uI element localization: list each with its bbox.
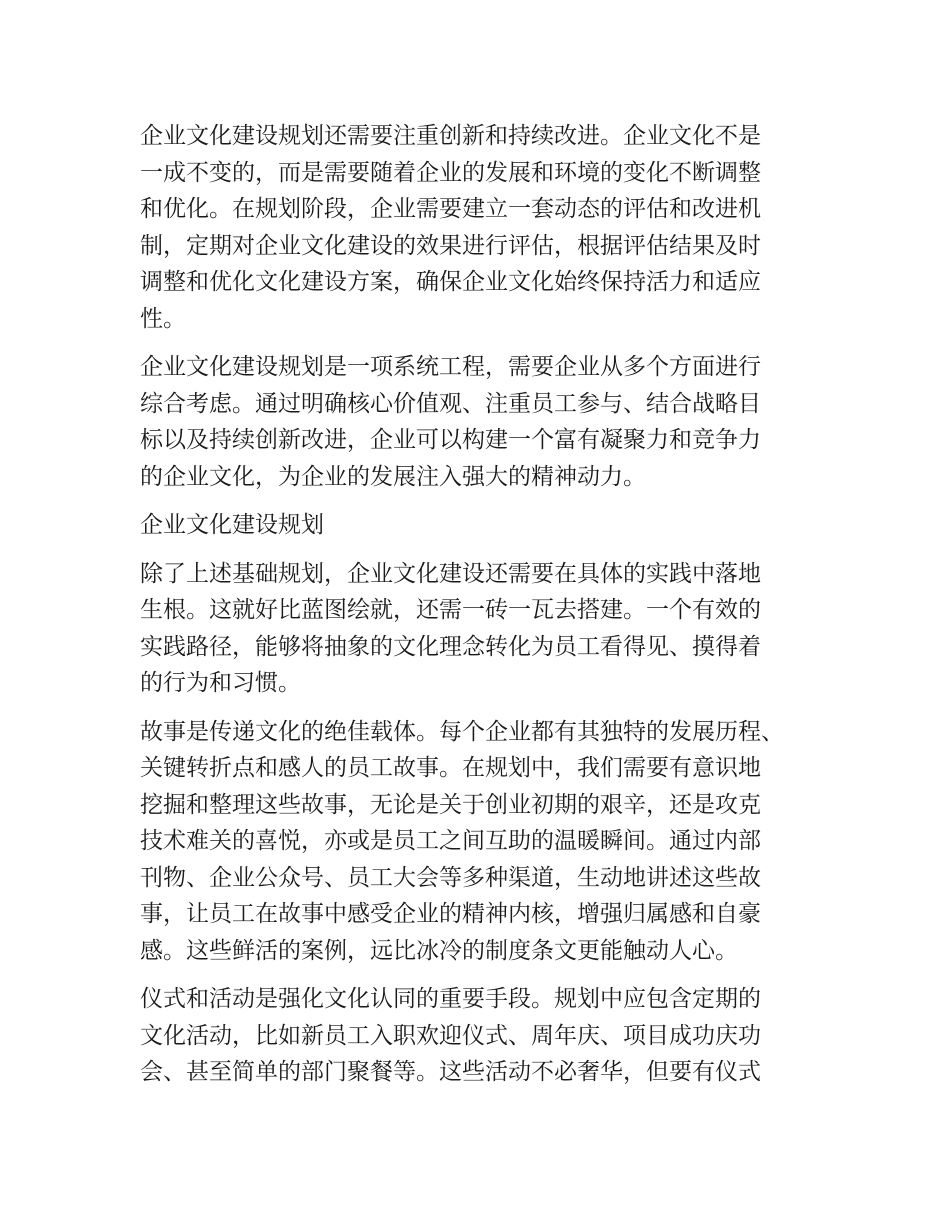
- text-line: 制，定期对企业文化建设的效果进行评估，根据评估结果及时: [140, 232, 761, 259]
- text-line: 企业文化建设规划还需要注重创新和持续改进。企业文化不是: [140, 123, 761, 149]
- text-line: 实践路径，能够将抽象的文化理念转化为员工看得见、摸得着: [140, 633, 761, 660]
- section-heading: [140, 507, 805, 544]
- paragraph-system-engineering: [140, 349, 805, 495]
- paragraph-rituals: [140, 981, 805, 1091]
- text-line: 除了上述基础规划，企业文化建设还需要在具体的实践中落地: [140, 560, 761, 587]
- text-line: 的企业文化，为企业的发展注入强大的精神动力。: [140, 463, 646, 490]
- text-line: 事，让员工在故事中感受企业的精神内核，增强归属感和自豪: [140, 901, 761, 927]
- paragraph-innovation: [140, 118, 805, 337]
- heading-text: 企业文化建设规划: [140, 512, 324, 538]
- text-line: 综合考虑。通过明确核心价值观、注重员工参与、结合战略目: [140, 390, 761, 417]
- paragraph-practice: [140, 556, 805, 702]
- text-line: 生根。这就好比蓝图绘就，还需一砖一瓦去搭建。一个有效的: [140, 597, 761, 623]
- text-line: 和优化。在规划阶段，企业需要建立一套动态的评估和改进机: [140, 196, 761, 222]
- text-line: 感。这些鲜活的案例，远比冰冷的制度条文更能触动人心。: [140, 937, 738, 964]
- text-line: 一成不变的，而是需要随着企业的发展和环境的变化不断调整: [140, 159, 761, 186]
- text-line: 的行为和习惯。: [140, 670, 301, 696]
- text-line: 刊物、企业公众号、员工大会等多种渠道，生动地讲述这些故: [140, 864, 761, 891]
- text-line: 关键转折点和感人的员工故事。在规划中，我们需要有意识地: [140, 755, 761, 781]
- text-line: 会、甚至简单的部门聚餐等。这些活动不必奢华，但要有仪式: [140, 1059, 761, 1085]
- text-line: 挖掘和整理这些故事，无论是关于创业初期的艰辛，还是攻克: [140, 791, 761, 818]
- paragraph-stories: [140, 714, 805, 970]
- text-line: 企业文化建设规划是一项系统工程，需要企业从多个方面进行: [140, 354, 761, 380]
- text-line: 技术难关的喜悦，亦或是员工之间互助的温暖瞬间。通过内部: [140, 828, 761, 854]
- text-line: 性。: [140, 305, 186, 332]
- text-line: 故事是传递文化的绝佳载体。每个企业都有其独特的发展历程、: [140, 718, 784, 745]
- text-line: 仪式和活动是强化文化认同的重要手段。规划中应包含定期的: [140, 986, 761, 1012]
- document-body: [140, 118, 805, 1103]
- text-line: 调整和优化文化建设方案，确保企业文化始终保持活力和适应: [140, 269, 761, 295]
- text-line: 标以及持续创新改进，企业可以构建一个富有凝聚力和竞争力: [140, 427, 761, 453]
- text-line: 文化活动，比如新员工入职欢迎仪式、周年庆、项目成功庆功: [140, 1022, 761, 1049]
